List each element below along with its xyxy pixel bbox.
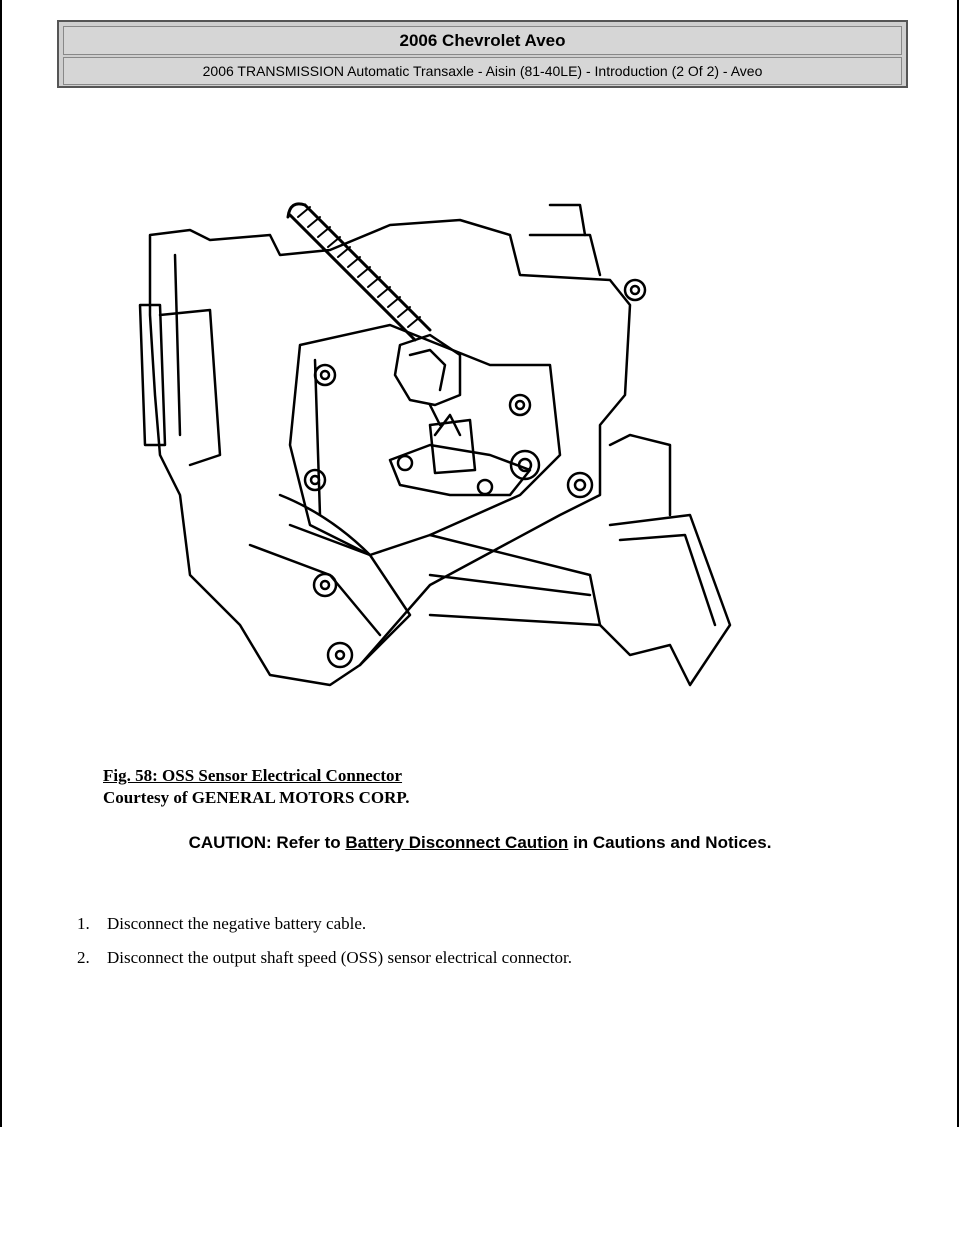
caution-prefix: Refer to [276,833,341,852]
caution-label: CAUTION: [188,833,272,852]
list-item [77,941,572,975]
caution-suffix: in Cautions and Notices. [573,833,772,852]
battery-disconnect-caution-link[interactable]: Battery Disconnect Caution [345,833,569,852]
step-number: 2. [77,948,90,967]
document-header [57,20,908,88]
figure-caption [103,765,410,809]
section-subtitle: 2006 TRANSMISSION Automatic Transaxle - Aisin (81-40LE) - Introduction (2 Of 2) - Aveo [63,57,902,85]
procedure-steps [77,907,572,975]
step-text: Disconnect the negative battery cable. [107,914,367,933]
step-text: Disconnect the output shaft speed (OSS) sensor electrical connector. [107,948,573,967]
caution-note [0,833,960,853]
page-border-left [0,0,2,1127]
step-number: 1. [77,914,90,933]
vehicle-title: 2006 Chevrolet Aveo [63,26,902,55]
list-item [77,907,572,941]
figure-title-link[interactable]: Fig. 58: OSS Sensor Electrical Connector [103,766,403,785]
figure-credit: Courtesy of GENERAL MOTORS CORP. [103,788,410,807]
oss-sensor-illustration [130,195,740,695]
page-border-right [957,0,959,1127]
